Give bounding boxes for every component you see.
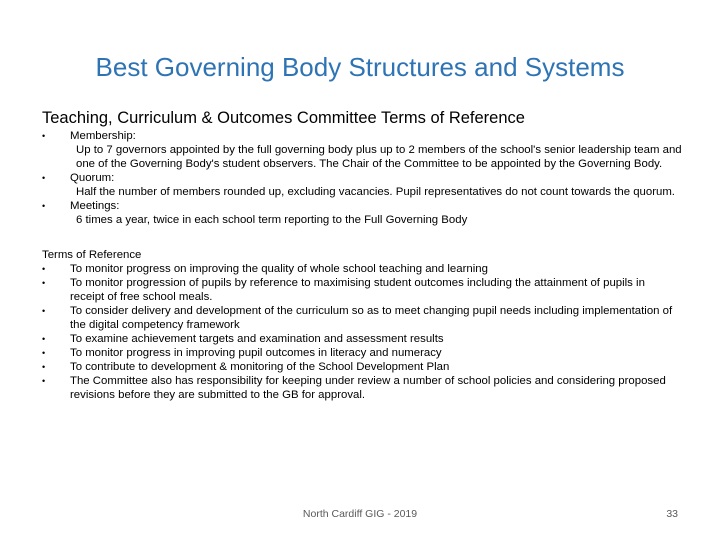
membership-item	[42, 129, 682, 171]
item-heading: • Meetings:	[70, 200, 120, 212]
meetings-item	[42, 199, 682, 227]
quorum-item	[42, 171, 682, 199]
terms-list	[42, 262, 682, 402]
terms-item: • To contribute to development & monitoring of the School Development Plan	[42, 360, 682, 374]
terms-item: • To monitor progress on improving the quality of whole school teaching and learning	[42, 262, 682, 276]
item-heading: • Quorum:	[70, 172, 115, 184]
terms-item: • To examine achievement targets and examination and assessment results	[42, 332, 682, 346]
footer-text: North Cardiff GIG - 2019	[302, 508, 418, 520]
slide-subtitle: Teaching, Curriculum & Outcomes Committee Terms of Reference	[42, 109, 525, 127]
terms-item: • To consider delivery and development of the curriculum so as to meet changing pupil needs including implementation of the digital competency framework	[42, 304, 682, 332]
terms-heading: Terms of Reference	[42, 249, 142, 261]
item-heading: • Membership:	[70, 130, 136, 142]
terms-item: • The Committee also has responsibility for keeping under review a number of school policies and considering proposed revisions before they are submitted to the GB for approval.	[42, 374, 682, 402]
terms-item: • To monitor progression of pupils by reference to maximising student outcomes including the attainment of pupils in receipt of free school meals.	[42, 276, 682, 304]
page-number: 33	[666, 508, 678, 520]
item-detail: Half the number of members rounded up, excluding vacancies. Pupil representatives do not count towards the quorum.	[76, 186, 675, 198]
item-detail: 6 times a year, twice in each school term reporting to the Full Governing Body	[76, 214, 468, 226]
terms-item: • To monitor progress in improving pupil outcomes in literacy and numeracy	[42, 346, 682, 360]
slide-content	[42, 129, 682, 402]
spacer	[42, 227, 682, 248]
item-detail: Up to 7 governors appointed by the full governing body plus up to 2 members of the school's senior leadership team and one of the Governing Body's student observers. The Chair of the Committee to be appointed by the Governing Body.	[76, 144, 682, 170]
slide-title: Best Governing Body Structures and Systems	[95, 52, 625, 82]
committee-list	[42, 129, 682, 227]
